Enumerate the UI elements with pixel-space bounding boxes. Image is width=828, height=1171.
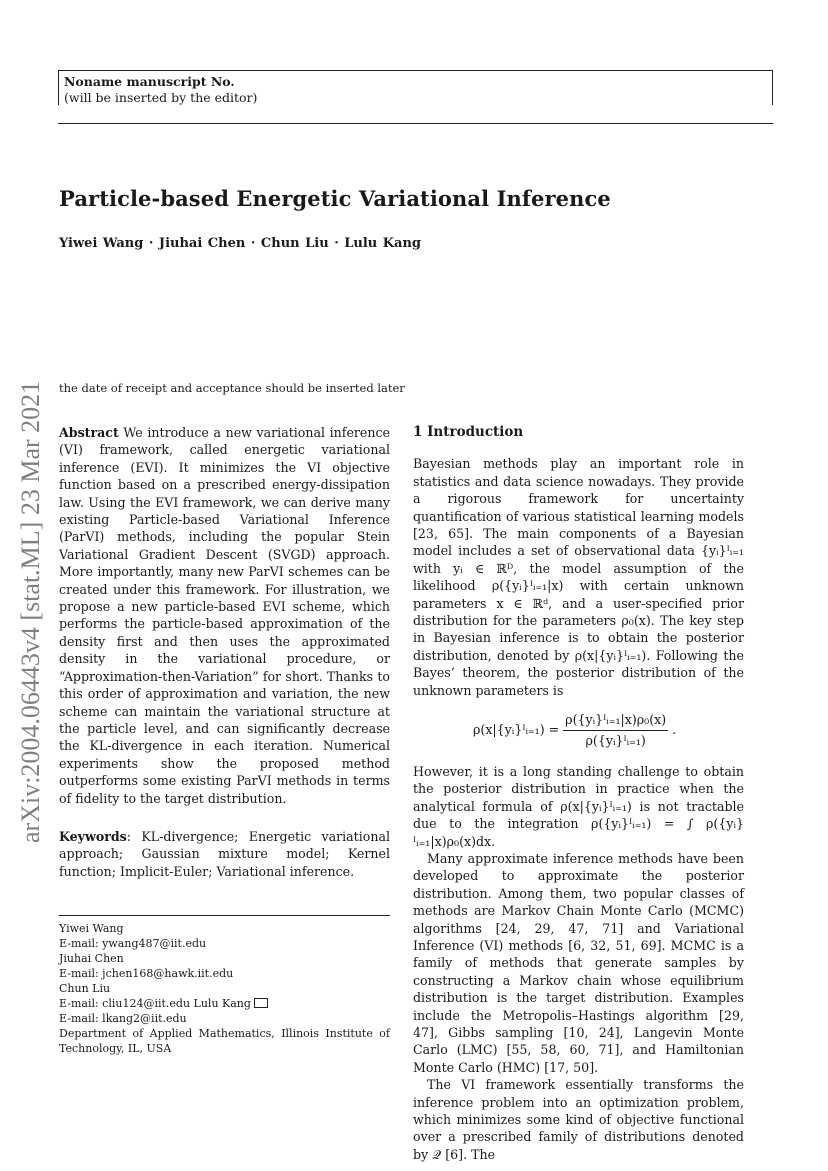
intro-paragraph-4: The VI framework essentially transforms the inference problem into an optimization problem, which minimizes some kind of objective functional over a prescribed family of distributions denoted by 𝒬 [6]. The (413, 1077, 744, 1162)
intro-paragraph-2: However, it is a long standing challenge to obtain the posterior distribution in practice when the analytical formula of ρ(x|{yᵢ}ᴵᵢ₌₁) is not tractable due to the integration ρ({yᵢ}ᴵᵢ₌₁) = ∫ ρ({yᵢ}ᴵᵢ₌₁|x)ρ₀(x)dx. (413, 763, 744, 849)
footnote-line: Yiwei Wang (59, 922, 124, 935)
keywords (59, 828, 390, 880)
author-footnote (59, 921, 390, 1056)
header-rule (58, 123, 773, 124)
receipt-note: the date of receipt and acceptance should be inserted later (59, 381, 405, 395)
footnote-line: Jiuhai Chen (59, 952, 124, 965)
section-heading: 1 Introduction (413, 424, 524, 440)
right-column (413, 424, 744, 1163)
intro-paragraph-3: Many approximate inference methods have been developed to approximate the posterior distribution. Among them, two popular classes of methods are Markov Chain Monte Carlo (MCMC) algorithms [24, 29, 47, 71] and Variational Inference (VI) methods [6, 32, 51, 69]. MCMC is a family of methods that generate samples by constructing a Markov chain whose equilibrium distribution is the target distribution. Examples include the Metropolis–Hastings algorithm [29, 47], Gibbs sampling [10, 24], Langevin Monte Carlo (LMC) [55, 58, 60, 71], and Hamiltonian Monte Carlo (HMC) [17, 50]. (413, 850, 744, 1075)
equation-denominator: ρ({yᵢ}ᴵᵢ₌₁) (585, 732, 646, 748)
keywords-text: : KL-divergence; Energetic variational approach; Gaussian mixture model; Kernel function; Implicit-Euler; Variational inference. (59, 828, 390, 879)
abstract-label: Abstract (59, 425, 119, 440)
footnote-line-text: E-mail: cliu124@iit.edu Lulu Kang (59, 997, 251, 1010)
bayes-equation: ρ(x|{yᵢ}ᴵᵢ₌₁) = $\frac{\text{ρ(\{yᵢ\}ᴵᵢ₌₁|x)ρ₀(x)}}{\text{ρ(\{yᵢ\}ᴵᵢ₌₁)}}$ . (473, 712, 677, 748)
manuscript-line2: (will be inserted by the editor) (64, 89, 258, 105)
abstract-text: We introduce a new variational inference (VI) framework, called energetic variational inference (EVI). It minimizes the VI objective function based on a prescribed energy-dissipation law. Using the EVI framework, we can derive many existing Particle-based Variational Inference (ParVI) methods, including the popular Stein Variational Gradient Descent (SVGD) approach. More importantly, many new ParVI schemes can be created under this framework. For illustration, we propose a new particle-based EVI scheme, which performs the particle-based approximation of the density first and then uses the approximated density in the variational procedure, or “Approximation-then-Variation” for short. Thanks to this order of approximation and variation, the new scheme can maintain the variational structure at the particle level, and can significantly decrease the KL-divergence in each iteration. Numerical experiments show the proposed method outperforms some existing ParVI methods in terms of fidelity to the target distribution. (59, 425, 390, 806)
footnote-line: E-mail: lkang2@iit.edu (59, 1012, 187, 1025)
footnote-rule (59, 915, 390, 916)
abstract (59, 424, 390, 807)
footnote-line: E-mail: jchen168@hawk.iit.edu (59, 967, 234, 980)
equation-numerator: ρ({yᵢ}ᴵᵢ₌₁|x)ρ₀(x) (563, 711, 668, 730)
arxiv-identifier: arXiv:2004.06443v4 [stat.ML] 23 Mar 2021 (16, 380, 45, 844)
footnote-line: E-mail: ywang487@iit.edu (59, 937, 207, 950)
manuscript-line1: Noname manuscript No. (64, 74, 235, 89)
equation-fraction (563, 711, 668, 749)
envelope-icon (254, 998, 268, 1008)
keywords-label: Keywords (59, 828, 127, 844)
footnote-line (59, 996, 390, 1011)
intro-paragraph-1: Bayesian methods play an important role in statistics and data science nowadays. They provide a rigorous framework for uncertainty quantification of various statistical learning models [23, 65]. The main components of a Bayesian model includes a set of observational data {yᵢ}ᴵᵢ₌₁ with yᵢ ∈ ℝᴰ, the model assumption of the likelihood ρ({yᵢ}ᴵᵢ₌₁|x) with certain unknown parameters x ∈ ℝᵈ, and a user-specified prior distribution for the parameters ρ₀(x). The key step in Bayesian inference is to obtain the posterior distribution, denoted by ρ(x|{yᵢ}ᴵᵢ₌₁). Following the Bayes’ theorem, the posterior distribution of the unknown parameters is (413, 456, 744, 698)
paper-title: Particle-based Energetic Variational Inference (59, 186, 611, 211)
manuscript-box (58, 70, 773, 105)
footnote-line: Department of Applied Mathematics, Illinois Institute of Technology, IL, USA (59, 1027, 390, 1055)
author-list: Yiwei Wang · Jiuhai Chen · Chun Liu · Lulu Kang (59, 236, 422, 251)
footnote-line: Chun Liu (59, 982, 111, 995)
equation-lhs: ρ(x|{yᵢ}ᴵᵢ₌₁) = (473, 722, 560, 738)
left-column (59, 424, 390, 880)
